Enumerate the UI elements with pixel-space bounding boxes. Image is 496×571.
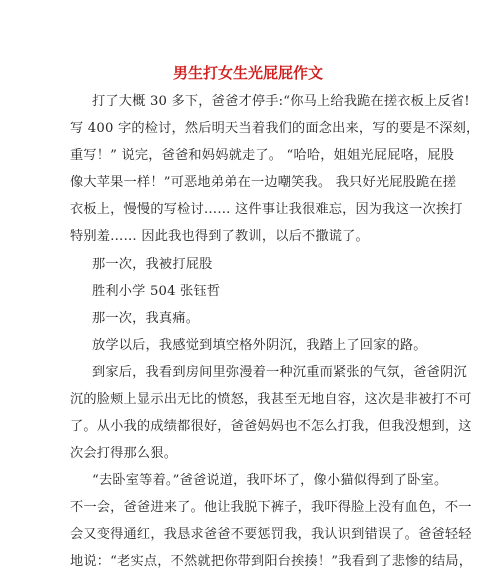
paragraph-line: 那一次，我被打屁股 [92,257,213,272]
paragraph-line: 不一会，爸爸进来了。他让我脱下裤子，我吓得脸上没有血色，不一 [70,500,472,515]
paragraph-line: 了。从小我的成绩都很好，爸爸妈妈也不怎么打我，但我没想到，这 [70,419,472,434]
paragraph-line: 写 400 字的检讨，然后明天当着我们的面念出来，写的要是不深刻， [70,121,480,136]
paragraph-line: “去卧室等着。”爸爸说道，我吓坏了，像小猫似得到了卧室。 [92,473,448,488]
paragraph-line: 衣板上，慢慢的写检讨…… 这件事让我很难忘，因为我这一次挨打 [70,202,463,217]
paragraph-line: 沉的脸颊上显示出无比的愤怒，我甚至无地自容，这次是非被打不可 [70,392,472,407]
paragraph-line: 地说：“老实点，不然就把你带到阳台挨揍！”我看到了悲惨的结局， [70,554,473,569]
paragraph-line: 打了大概 30 多下，爸爸才停手:“你马上给我跪在搓衣板上反省! [92,94,470,109]
paragraph-line: 像大苹果一样！”可恶地弟弟在一边嘲笑我。 我只好光屁股跪在搓 [70,175,457,190]
document-title: 男生打女生光屁屁作文 [172,64,323,82]
paragraph-line: 到家后，我看到房间里弥漫着一种沉重而紧张的气氛，爸爸阴沉 [92,365,467,380]
paragraph-line: 放学以后，我感觉到填空格外阴沉，我踏上了回家的路。 [92,338,427,353]
paragraph-line: 会又变得通红，我恳求爸爸不要惩罚我，我认识到错误了。爸爸轻轻 [70,527,472,542]
paragraph-line: 次会打得那么狠。 [70,446,178,461]
paragraph-line: 胜利小学 504 张钰哲 [92,284,221,299]
paragraph-line: 特别羞…… 因此我也得到了教训，以后不撒谎了。 [70,229,369,244]
paragraph-line: 那一次，我真痛。 [92,311,200,326]
paragraph-line: 重写！” 说完，爸爸和妈妈就走了。 “哈哈，姐姐光屁屁咯，屁股 [70,148,455,163]
